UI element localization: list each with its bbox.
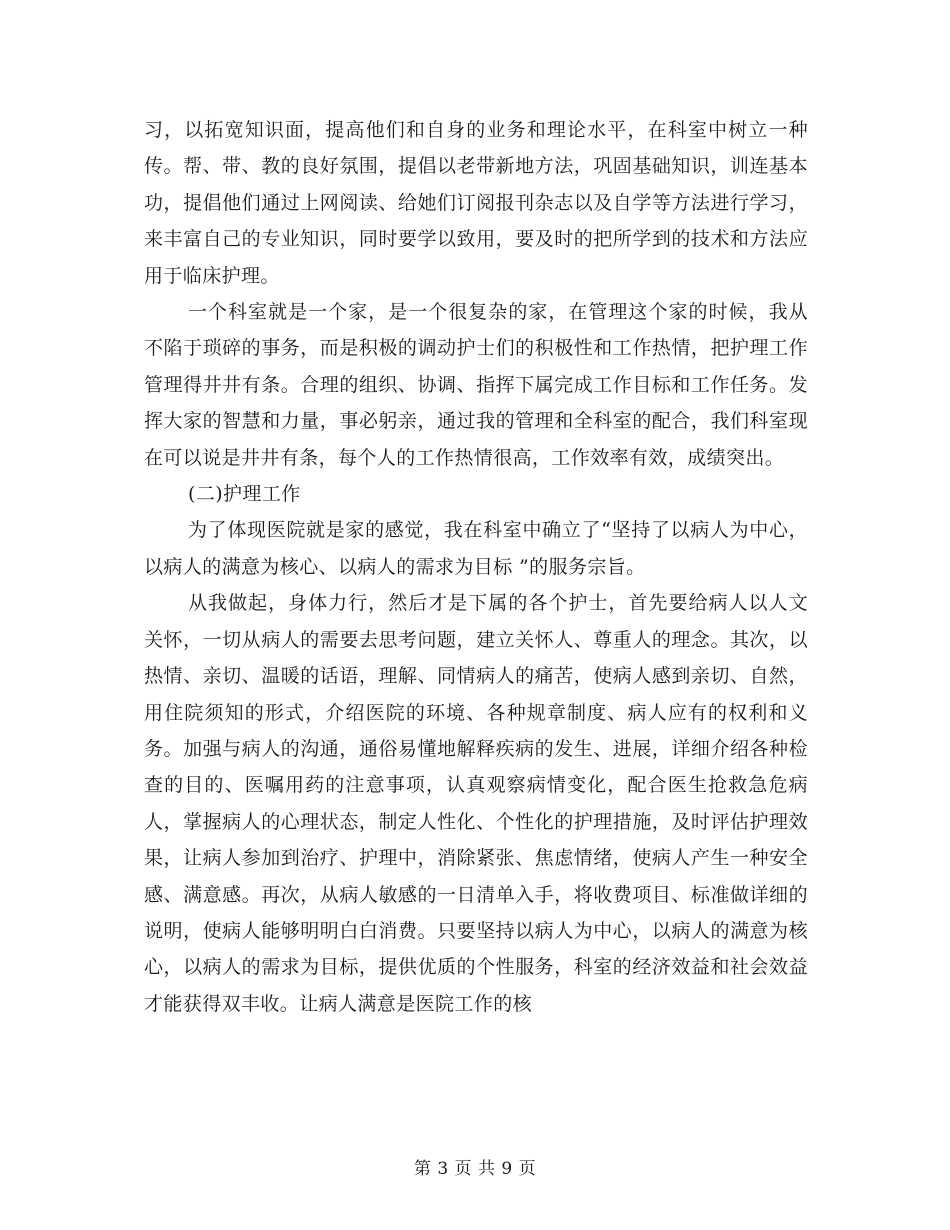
paragraph-department-management: 一个科室就是一个家，是一个很复杂的家，在管理这个家的时候，我从不陷于琐碎的事务，而是积极的调动护士们的积极性和工作热情，把护理工作管理得井井有条。合理的组织、协调、指挥下属完成工作目标和工作任务。发挥大家的智慧和力量，事必躬亲，通过我的管理和全科室的配合，我们科室现在可以说是井井有条，每个人的工作热情很高，工作效率有效，成绩突出。 bbox=[144, 301, 808, 469]
body-text bbox=[144, 112, 808, 1022]
paragraph-patient-care: 从我做起，身体力行，然后才是下属的各个护士，首先要给病人以人文关怀，一切从病人的需要去思考问题，建立关怀人、尊重人的理念。其次，以热情、亲切、温暖的话语，理解、同情病人的痛苦，使病人感到亲切、自然，用住院须知的形式，介绍医院的环境、各种规章制度、病人应有的权利和义务。加强与病人的沟通，通俗易懂地解释疾病的发生、进展，详细介绍各种检查的目的、医嘱用药的注意事项，认真观察病情变化，配合医生抢救急危病人，掌握病人的心理状态，制定人性化、个性化的护理措施，及时评估护理效果，让病人参加到治疗、护理中，消除紧张、焦虑情绪，使病人产生一种安全感、满意感。再次，从病人敏感的一日清单入手，将收费项目、标准做详细的说明，使病人能够明明白白消费。只要坚持以病人为中心，以病人的满意为核心，以病人的需求为目标，提供优质的个性服务，科室的经济效益和社会效益才能获得双丰收。让病人满意是医院工作的核 bbox=[144, 592, 808, 1015]
section-heading-nursing-work: (二)护理工作 bbox=[188, 483, 301, 506]
page-footer: 第 3 页 共 9 页 bbox=[413, 1159, 537, 1179]
paragraph-service-tenet: 为了体现医院就是家的感觉，我在科室中确立了“坚持了以病人为中心，以病人的满意为核心、以病人的需求为目标 ”的服务宗旨。 bbox=[144, 519, 808, 578]
paragraph-continuation: 习，以拓宽知识面，提高他们和自身的业务和理论水平，在科室中树立一种传。帮、带、教的良好氛围，提倡以老带新地方法，巩固基础知识，训连基本功，提倡他们通过上网阅读、给她们订阅报刊杂志以及自学等方法进行学习，来丰富自己的专业知识，同时要学以致用，要及时的把所学到的技术和方法应用于临床护理。 bbox=[144, 119, 808, 287]
